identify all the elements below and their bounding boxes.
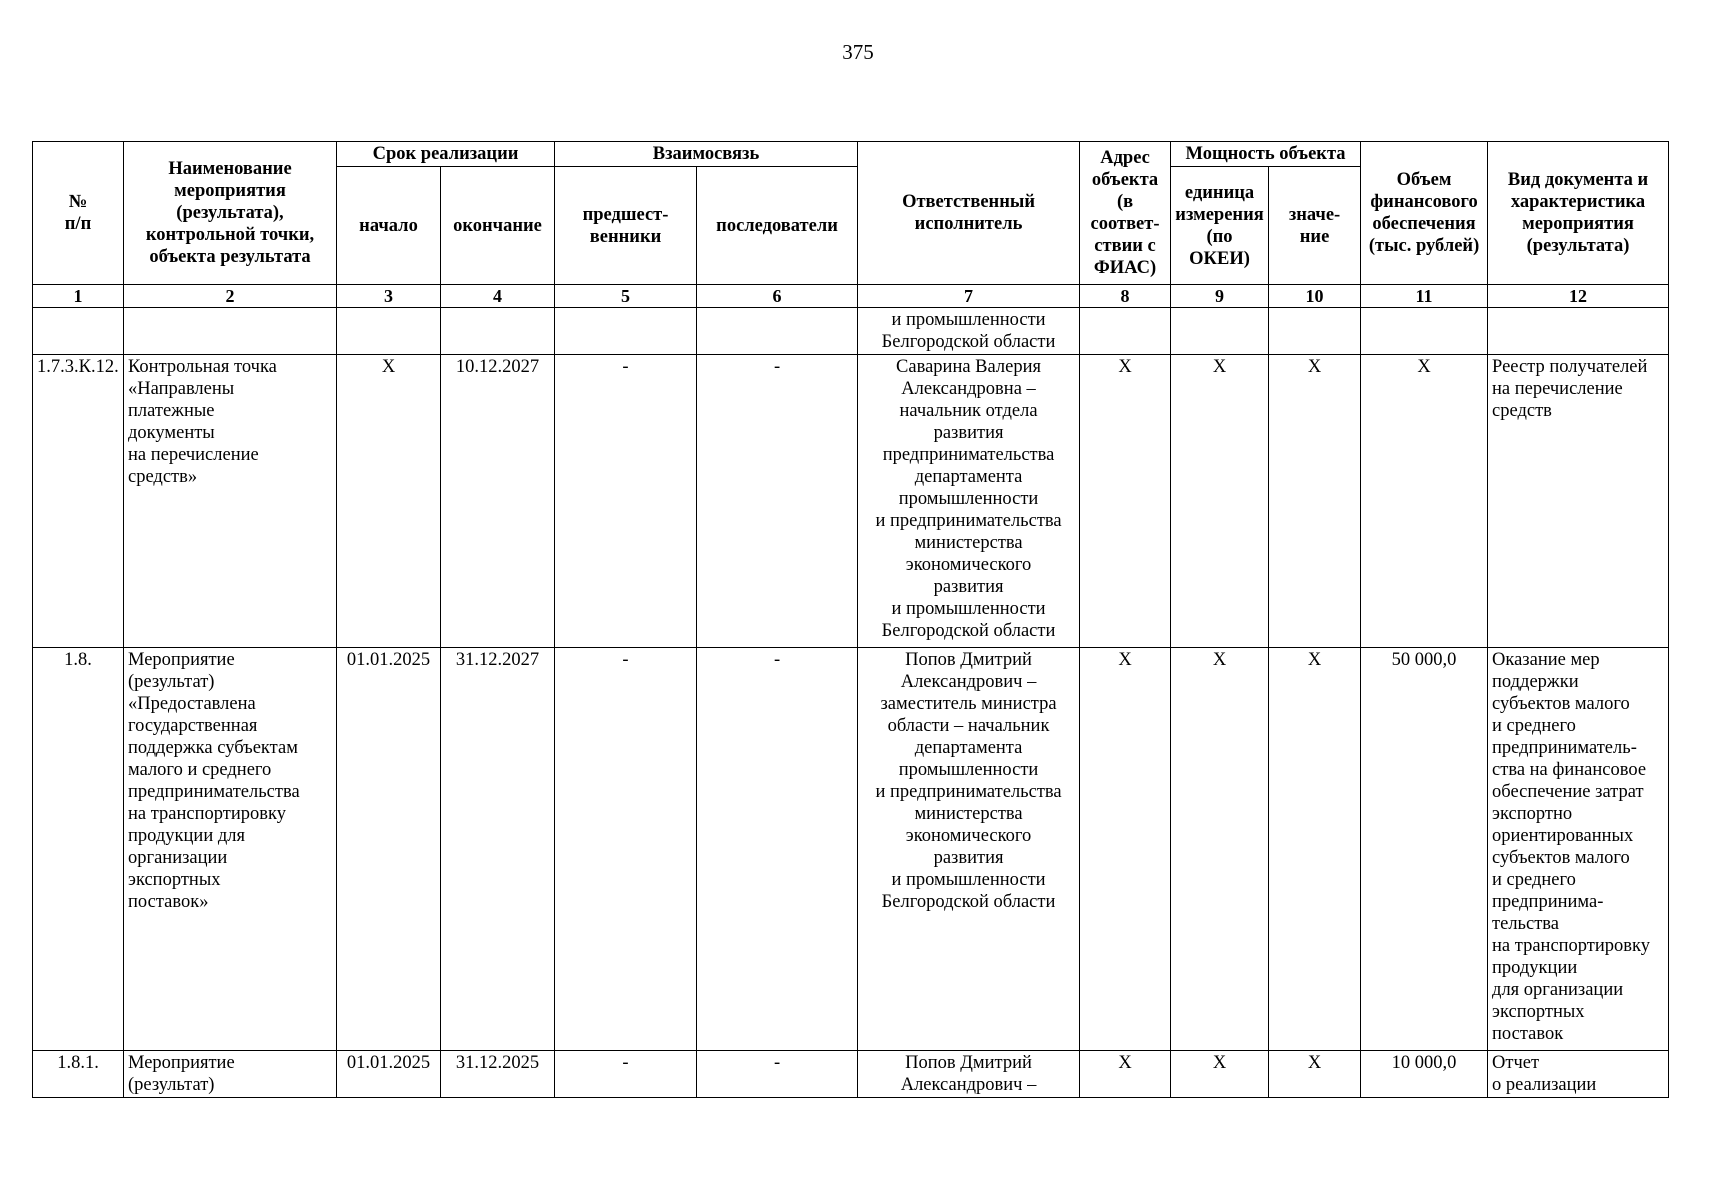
cell-num: 1.8. bbox=[33, 648, 124, 1051]
cell-successors: - bbox=[697, 1051, 858, 1098]
header-name: Наименование мероприятия (результата), контрольной точки, объекта результата bbox=[124, 142, 337, 285]
column-number: 6 bbox=[697, 285, 858, 308]
cell-predecessors: - bbox=[555, 648, 697, 1051]
cell-predecessors: - bbox=[555, 355, 697, 648]
cell-predecessors: - bbox=[555, 1051, 697, 1098]
cell-responsible: Попов Дмитрий Александрович – заместитель министра области – начальник департамента промышленности и предпринимательства министерства экономического развития и промышленности Белгородской области bbox=[858, 648, 1080, 1051]
column-number: 1 bbox=[33, 285, 124, 308]
cell-doc-type: Отчет о реализации bbox=[1488, 1051, 1669, 1098]
header-term-start: начало bbox=[337, 167, 441, 285]
cell-name: Мероприятие (результат) «Предоставлена государственная поддержка субъектам малого и среднего предпринимательства на транспортировку продукции для организации экспортных поставок» bbox=[124, 648, 337, 1051]
header-finance: Объем финансового обеспечения (тыс. рублей) bbox=[1361, 142, 1488, 285]
cell-end: 31.12.2025 bbox=[441, 1051, 555, 1098]
header-relation-group: Взаимосвязь bbox=[555, 142, 858, 167]
column-number: 10 bbox=[1269, 285, 1361, 308]
cell-address: X bbox=[1080, 1051, 1171, 1098]
column-number: 12 bbox=[1488, 285, 1669, 308]
header-successors: последователи bbox=[697, 167, 858, 285]
cell-start: X bbox=[337, 355, 441, 648]
table-row bbox=[33, 355, 1669, 648]
cell-finance: 50 000,0 bbox=[1361, 648, 1488, 1051]
header-capacity-group: Мощность объекта bbox=[1171, 142, 1361, 167]
header-num: № п/п bbox=[33, 142, 124, 285]
plan-table bbox=[32, 141, 1669, 1098]
cell-doc-type: Реестр получателей на перечисление средств bbox=[1488, 355, 1669, 648]
cell-finance: X bbox=[1361, 355, 1488, 648]
header-address: Адрес объекта (в соответ-ствии с ФИАС) bbox=[1080, 142, 1171, 285]
cell-name: Мероприятие (результат) bbox=[124, 1051, 337, 1098]
cell-responsible: Попов Дмитрий Александрович – bbox=[858, 1051, 1080, 1098]
cell-unit: X bbox=[1171, 1051, 1269, 1098]
cell-address: X bbox=[1080, 355, 1171, 648]
cell-end: 31.12.2027 bbox=[441, 648, 555, 1051]
cell-finance: 10 000,0 bbox=[1361, 1051, 1488, 1098]
page-number: 375 bbox=[842, 40, 874, 64]
column-number: 8 bbox=[1080, 285, 1171, 308]
column-number: 11 bbox=[1361, 285, 1488, 308]
column-number: 7 bbox=[858, 285, 1080, 308]
cell-address: X bbox=[1080, 648, 1171, 1051]
cell-value: X bbox=[1269, 355, 1361, 648]
cell-unit: X bbox=[1171, 648, 1269, 1051]
table-row bbox=[33, 648, 1669, 1051]
cell-start: 01.01.2025 bbox=[337, 1051, 441, 1098]
cell-successors: - bbox=[697, 648, 858, 1051]
header-term-end: окончание bbox=[441, 167, 555, 285]
continuation-row bbox=[33, 308, 1669, 355]
column-number: 4 bbox=[441, 285, 555, 308]
cell-successors: - bbox=[697, 355, 858, 648]
cell-name: Контрольная точка «Направлены платежные документы на перечисление средств» bbox=[124, 355, 337, 648]
header-unit: единица измерения (по ОКЕИ) bbox=[1171, 167, 1269, 285]
cell-end: 10.12.2027 bbox=[441, 355, 555, 648]
cell-responsible: Саварина Валерия Александровна – начальник отдела развития предпринимательства департамента промышленности и предпринимательства министерства экономического развития и промышленности Белгородской области bbox=[858, 355, 1080, 648]
cell-responsible: и промышленности Белгородской области bbox=[858, 308, 1080, 355]
column-number-row bbox=[33, 285, 1669, 308]
cell-num: 1.8.1. bbox=[33, 1051, 124, 1098]
header-doc-type: Вид документа и характеристика мероприятия (результата) bbox=[1488, 142, 1669, 285]
column-number: 2 bbox=[124, 285, 337, 308]
cell-doc-type: Оказание мер поддержки субъектов малого и среднего предприниматель- ства на финансовое обеспечение затрат экспортно ориентированных субъектов малого и среднего предпринима- тельства на транспортировку продукции для организации экспортных поставок bbox=[1488, 648, 1669, 1051]
column-number: 3 bbox=[337, 285, 441, 308]
cell-value: X bbox=[1269, 1051, 1361, 1098]
header-value: значе- ние bbox=[1269, 167, 1361, 285]
cell-value: X bbox=[1269, 648, 1361, 1051]
table-row bbox=[33, 1051, 1669, 1098]
cell-unit: X bbox=[1171, 355, 1269, 648]
header-term-group: Срок реализации bbox=[337, 142, 555, 167]
header-predecessors: предшест- венники bbox=[555, 167, 697, 285]
cell-start: 01.01.2025 bbox=[337, 648, 441, 1051]
column-number: 9 bbox=[1171, 285, 1269, 308]
header-responsible: Ответственный исполнитель bbox=[858, 142, 1080, 285]
cell-num: 1.7.3.К.12. bbox=[33, 355, 124, 648]
column-number: 5 bbox=[555, 285, 697, 308]
